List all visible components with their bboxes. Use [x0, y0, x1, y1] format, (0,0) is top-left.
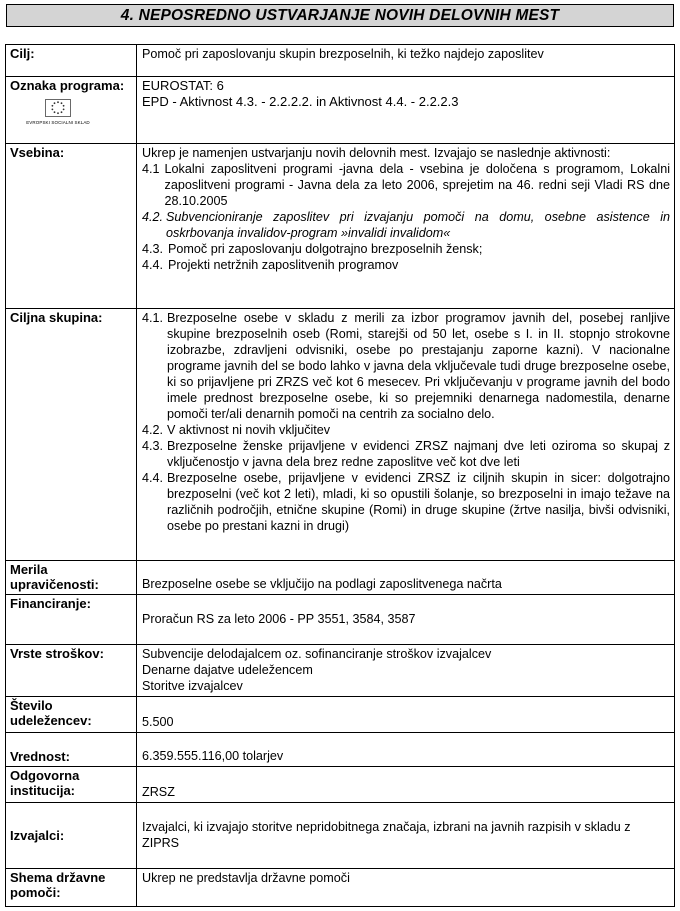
ciljna-item-2: [142, 422, 670, 438]
vsebina-item-4: [142, 257, 670, 273]
row-izvajalci: [6, 803, 675, 869]
label-financiranje: Financiranje:: [6, 595, 137, 645]
stroski-line-2: Denarne dajatve udeležencem: [142, 663, 313, 677]
vsebina-item-1: [142, 161, 670, 209]
vsebina-item-2: [142, 209, 670, 241]
label-cilj: Cilj:: [6, 45, 137, 77]
ciljna-item-3: [142, 438, 670, 470]
row-shema: [6, 869, 675, 907]
row-oznaka: [6, 77, 675, 144]
vsebina-item-3-text: Pomoč pri zaposlovanju dolgotrajno brezposelnih žensk;: [168, 242, 483, 256]
label-vsebina: Vsebina:: [6, 144, 137, 309]
value-merila: Brezposelne osebe se vključijo na podlagi zaposlitvenega načrta: [137, 561, 675, 595]
vsebina-intro: Ukrep je namenjen ustvarjanju novih delovnih mest. Izvajajo se naslednje aktivnosti:: [142, 146, 611, 160]
oznaka-line-2: EPD - Aktivnost 4.3. - 2.2.2.2. in Aktivnost 4.4. - 2.2.2.3: [142, 94, 459, 109]
vsebina-item-3: [142, 241, 670, 257]
label-ciljna: Ciljna skupina:: [6, 309, 137, 561]
ciljna-item-4-text: Brezposelne osebe, prijavljene v evidenci ZRSZ iz ciljnih skupin in sicer: dolgotrajno brezposelni (več kot 2 leti), mladi, ki so opustili šolanje, so brezposelni in imajo težave na različnih področjih, etnične skupine (Romi) in druge skupine (žrtve nasilja, bivši odvisniki, osebe po prestani kazni in drugi): [167, 471, 670, 533]
ciljna-item-2-text: V aktivnost ni novih vključitev: [167, 423, 331, 437]
value-ciljna: [137, 309, 675, 561]
label-stevilo: Število udeležencev:: [6, 697, 137, 733]
esf-logo: [22, 99, 94, 125]
ciljna-item-1-text: Brezposelne osebe v skladu z merili za izbor programov javnih del, posebej ranljive skupine brezposelnih oseb (Romi, starejši od 50 let, osebe s I. in II. stopnjo strokovne izobrazbe, zdravljeni odvisniki, osebe po prestajanju zaporne kazni). V nacionalne programe javnih del se bodo lahko v javna dela vključevale tudi druge brezposelne osebe, ki so prijavljene pri ZRZS več kot 6 mesecev. Pri vključevanju v programe javnih del bodo imele prednost brezposelne osebe, ki so prejemniki denarnega nadomestila, denarne pomoči ter/ali denarnih pomoči na centrih za socialno delo.: [167, 311, 670, 421]
row-financiranje: [6, 595, 675, 645]
section-title: 4. NEPOSREDNO USTVARJANJE NOVIH DELOVNIH MEST: [6, 4, 674, 27]
row-stroski: [6, 645, 675, 697]
ciljna-item-1: [142, 310, 670, 422]
value-stroski: [137, 645, 675, 697]
label-vrednost: Vrednost:: [6, 733, 137, 767]
ciljna-item-2-num: 4.2.: [142, 423, 164, 437]
row-vrednost: [6, 733, 675, 767]
value-shema: Ukrep ne predstavlja državne pomoči: [137, 869, 675, 907]
stroski-line-3: Storitve izvajalcev: [142, 679, 243, 693]
value-vrednost: 6.359.555.116,00 tolarjev: [137, 733, 675, 767]
value-odgovorna: ZRSZ: [137, 767, 675, 803]
vsebina-item-4-num: 4.4.: [142, 258, 164, 272]
oznaka-line-1: EUROSTAT: 6: [142, 78, 224, 93]
label-odgovorna: Odgovorna institucija:: [6, 767, 137, 803]
vsebina-item-2-text: Subvencioniranje zaposlitev pri izvajanju pomoči na domu, osebne asistence in oskrbovanja invalidov-program »invalidi invalidom«: [166, 210, 670, 240]
vsebina-item-1-num: 4.1: [142, 162, 160, 176]
row-ciljna: [6, 309, 675, 561]
value-vsebina: [137, 144, 675, 309]
measure-table: [5, 44, 675, 907]
label-shema: Shema državne pomoči:: [6, 869, 137, 907]
row-vsebina: [6, 144, 675, 309]
vsebina-item-3-num: 4.3.: [142, 242, 164, 256]
value-oznaka: [137, 77, 675, 144]
row-stevilo: [6, 697, 675, 733]
row-merila: [6, 561, 675, 595]
row-odgovorna: [6, 767, 675, 803]
label-merila: Merila upravičenosti:: [6, 561, 137, 595]
logo-caption: EVROPSKI SOCIALNI SKLAD: [26, 120, 90, 125]
label-oznaka-cell: [6, 77, 137, 144]
ciljna-item-4-num: 4.4.: [142, 471, 164, 485]
vsebina-item-4-text: Projekti netržnih zaposlitvenih programov: [168, 258, 399, 272]
value-stevilo: 5.500: [137, 697, 675, 733]
vsebina-item-2-num: 4.2.: [142, 210, 164, 224]
vsebina-item-1-text: Lokalni zaposlitveni programi -javna dela - vsebina je določena s programom, Lokalni zaposlitveni programi - Javna dela za leto 2006, sprejetim na 46. redni seji Vladi RS dne 28.10.2005: [164, 162, 670, 208]
ciljna-item-1-num: 4.1.: [142, 311, 164, 325]
ciljna-item-3-num: 4.3.: [142, 439, 164, 453]
stroski-line-1: Subvencije delodajalcem oz. sofinanciranje stroškov izvajalcev: [142, 647, 492, 661]
value-izvajalci: Izvajalci, ki izvajajo storitve nepridobitnega značaja, izbrani na javnih razpisih v skladu z ZIPRS: [137, 803, 675, 869]
label-oznaka: Oznaka programa:: [10, 78, 125, 93]
row-cilj: [6, 45, 675, 77]
value-cilj: Pomoč pri zaposlovanju skupin brezposelnih, ki težko najdejo zaposlitev: [137, 45, 675, 77]
eu-flag-icon: [45, 99, 71, 117]
ciljna-item-4: [142, 470, 670, 534]
label-izvajalci: Izvajalci:: [6, 803, 137, 869]
ciljna-item-3-text: Brezposelne ženske prijavljene v evidenci ZRSZ najmanj dve leti oziroma so skupaj z vključenostjo v javna dela brez redne zaposlitve več kot dve leti: [167, 439, 670, 469]
label-stroski: Vrste stroškov:: [6, 645, 137, 697]
value-financiranje: Proračun RS za leto 2006 - PP 3551, 3584, 3587: [137, 595, 675, 645]
